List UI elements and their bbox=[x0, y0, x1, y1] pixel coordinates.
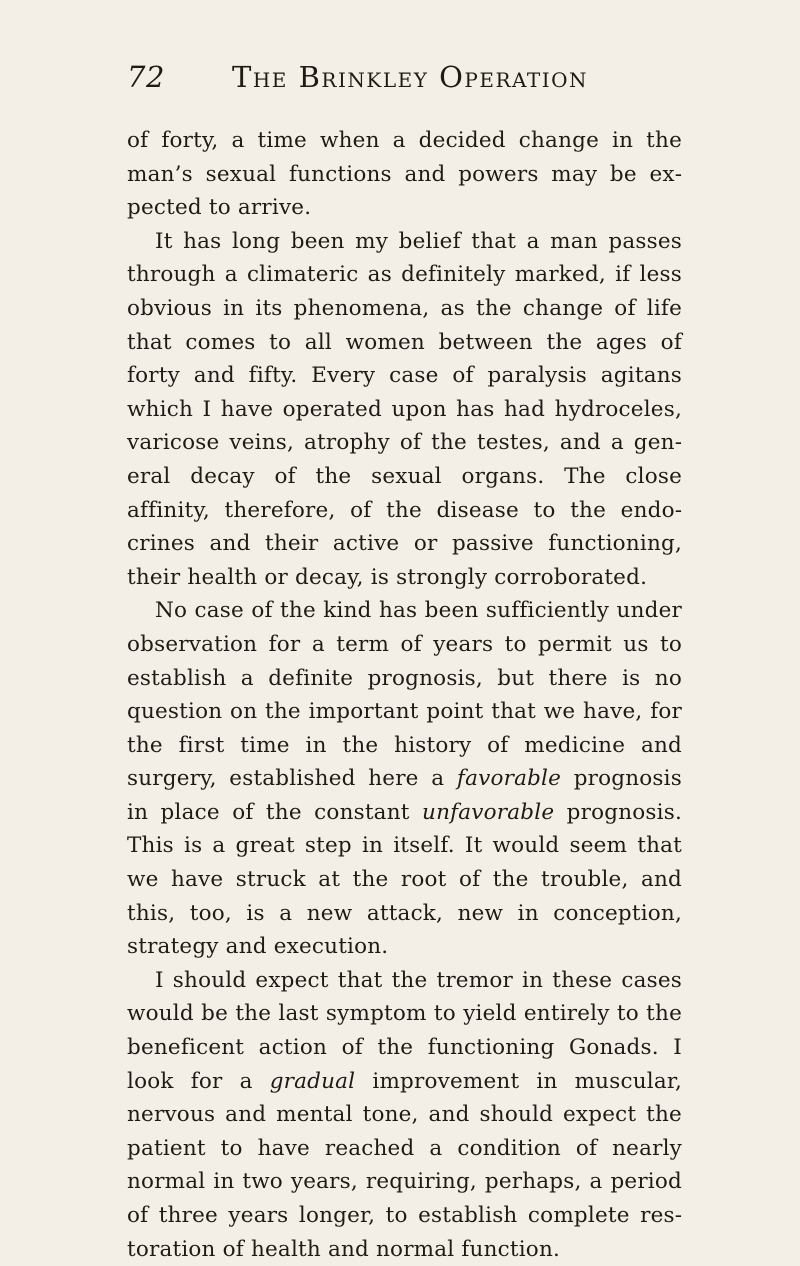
text-segment: I should expect that the tremor in these cases would be the last symptom to yield entirely to the beneficent action of the functioning Gonads. I look for a bbox=[127, 967, 682, 1094]
paragraph bbox=[127, 124, 682, 225]
page-header bbox=[127, 60, 682, 100]
paragraph bbox=[127, 964, 682, 1266]
italic-text-segment: unfavorable bbox=[422, 799, 555, 825]
text-segment: prognosis in place of the constant bbox=[127, 766, 682, 825]
italic-text-segment: favorable bbox=[456, 766, 562, 792]
paragraph bbox=[127, 225, 682, 595]
text-segment: prognosis. This is a great step in itself. It would seem that we have struck at the root of the trouble, and this, too, is a new attack, new in conception, strategy and execution. bbox=[127, 799, 682, 960]
text-segment: improvement in muscular, nervous and mental tone, and should expect the patient to have reached a condition of nearly normal in two years, requiring, perhaps, a period of three years longer, to establish complete restoration of health and normal function. bbox=[127, 1068, 682, 1262]
page-number: 72 bbox=[127, 60, 165, 94]
text-segment: of forty, a time when a decided change in the man’s sexual functions and powers may be expected to arrive. bbox=[127, 128, 682, 221]
text-segment: It has long been my belief that a man passes through a climateric as definitely marked, if less obvious in its phenomena, as the change of life that comes to all women between the ages of forty and fifty. Every case of paralysis agitans which I have operated upon has had hydroceles, varicose veins, atrophy of the testes, and a general decay of the sexual organs. The close affinity, therefore, of the disease to the endocrines and their active or passive functioning, their health or decay, is strongly corroborated. bbox=[127, 228, 682, 590]
body-text bbox=[127, 124, 682, 1266]
text-segment: No case of the kind has been sufficiently under observation for a term of years to permit us to establish a definite prognosis, but there is no question on the important point that we have, for the first time in the history of medicine and surgery, established here a bbox=[127, 598, 682, 792]
running-title: The Brinkley Operation bbox=[232, 60, 588, 94]
paragraph bbox=[127, 594, 682, 964]
italic-text-segment: gradual bbox=[269, 1068, 356, 1094]
